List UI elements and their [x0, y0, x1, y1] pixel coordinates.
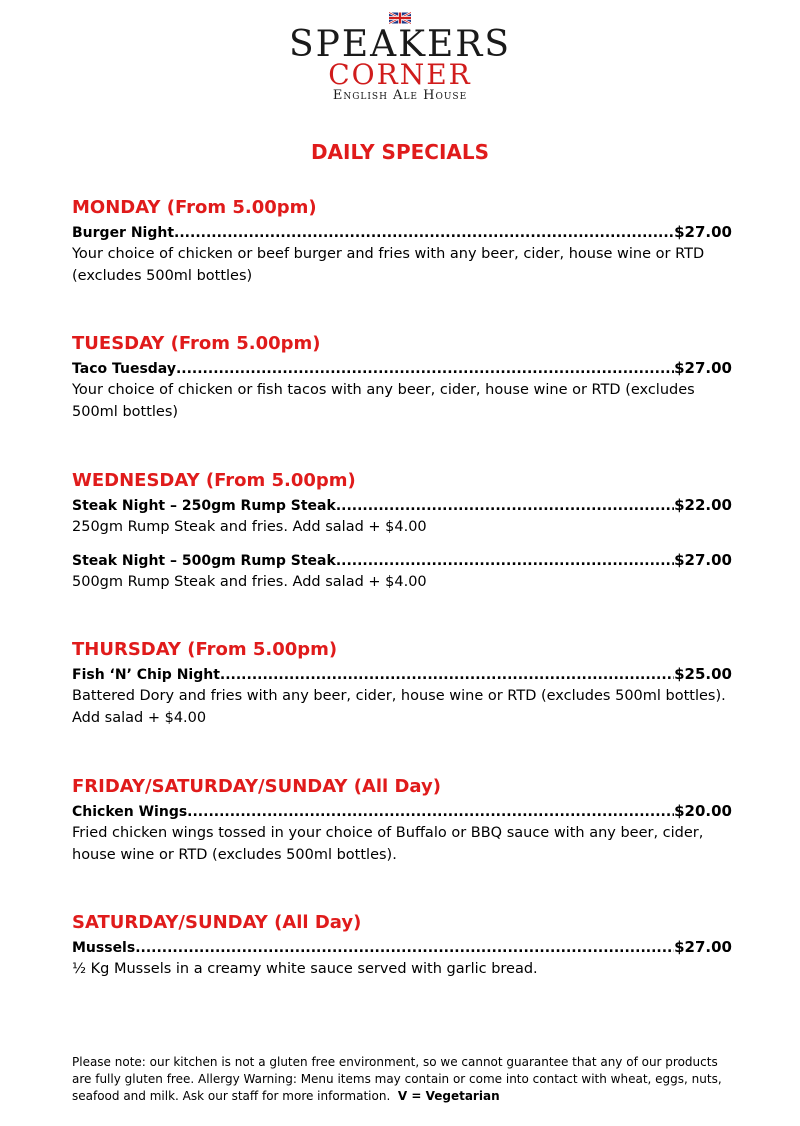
day-heading: FRIDAY/SATURDAY/SUNDAY (All Day)	[72, 776, 441, 797]
item-description: 500gm Rump Steak and fries. Add salad + $4.00	[72, 574, 427, 590]
dot-leader	[135, 938, 674, 958]
union-jack-flag-icon	[389, 12, 411, 24]
dot-leader	[336, 496, 674, 516]
item-name: Steak Night – 250gm Rump Steak	[72, 498, 336, 514]
allergy-note	[72, 1054, 732, 1105]
section-monday	[72, 196, 732, 287]
item-price: $27.00	[674, 551, 732, 569]
section-thursday	[72, 638, 732, 729]
section-wednesday	[72, 469, 732, 593]
item-name: Steak Night – 500gm Rump Steak	[72, 553, 336, 569]
logo-name-line2: CORNER	[328, 58, 472, 91]
section-saturday-sunday	[72, 911, 732, 980]
item-description: Your choice of chicken or beef burger and fries with any beer, cider, house wine or RTD (excludes 500ml bottles)	[72, 246, 705, 284]
section-tuesday	[72, 332, 732, 423]
dot-leader	[336, 551, 674, 571]
item-name: Burger Night	[72, 225, 175, 241]
item-name: Mussels	[72, 940, 136, 956]
item-price: $25.00	[674, 665, 732, 683]
day-heading: SATURDAY/SUNDAY (All Day)	[72, 912, 362, 933]
item-description: 250gm Rump Steak and fries. Add salad + $4.00	[72, 519, 427, 535]
dot-leader	[176, 359, 674, 379]
logo-name-line1: SPEAKERS	[288, 24, 512, 65]
page-title: DAILY SPECIALS	[310, 140, 490, 164]
day-heading: WEDNESDAY (From 5.00pm)	[72, 470, 356, 491]
vegetarian-key: V = Vegetarian	[397, 1089, 500, 1103]
allergy-note-text: Please note: our kitchen is not a gluten free environment, so we cannot guarantee that any of our products are fully gluten free. Allergy Warning: Menu items may contain or come into contact with wheat, eggs, nuts, seafood and milk. Ask our staff for more information.	[72, 1055, 722, 1103]
item-price: $22.00	[674, 496, 732, 514]
dot-leader	[174, 223, 674, 243]
logo	[0, 12, 800, 104]
item-name: Chicken Wings	[72, 804, 188, 820]
menu-item-header	[72, 495, 732, 516]
menu-item-header	[72, 664, 732, 685]
day-heading: THURSDAY (From 5.00pm)	[72, 639, 338, 660]
day-heading: TUESDAY (From 5.00pm)	[72, 333, 321, 354]
menu-item-header	[72, 937, 732, 958]
item-price: $27.00	[674, 359, 732, 377]
item-description: Battered Dory and fries with any beer, cider, house wine or RTD (excludes 500ml bottles). Add salad + $4.00	[72, 688, 726, 726]
item-price: $27.00	[674, 223, 732, 241]
day-heading: MONDAY (From 5.00pm)	[72, 197, 317, 218]
menu-item-header	[72, 550, 732, 571]
dot-leader	[187, 802, 674, 822]
dot-leader	[220, 665, 674, 685]
menu-item-header	[72, 222, 732, 243]
menu-item-header	[72, 358, 732, 379]
item-description: ½ Kg Mussels in a creamy white sauce served with garlic bread.	[72, 961, 538, 977]
logo-tagline: English Ale House	[332, 88, 468, 103]
item-price: $27.00	[674, 938, 732, 956]
section-friday-saturday-sunday	[72, 775, 732, 866]
item-name: Fish ‘N’ Chip Night	[72, 667, 220, 683]
item-name: Taco Tuesday	[72, 361, 176, 377]
item-description: Fried chicken wings tossed in your choice of Buffalo or BBQ sauce with any beer, cider, house wine or RTD (excludes 500ml bottles).	[72, 825, 704, 863]
item-price: $20.00	[674, 802, 732, 820]
menu-item-header	[72, 801, 732, 822]
item-description: Your choice of chicken or fish tacos with any beer, cider, house wine or RTD (excludes 500ml bottles)	[72, 382, 695, 420]
